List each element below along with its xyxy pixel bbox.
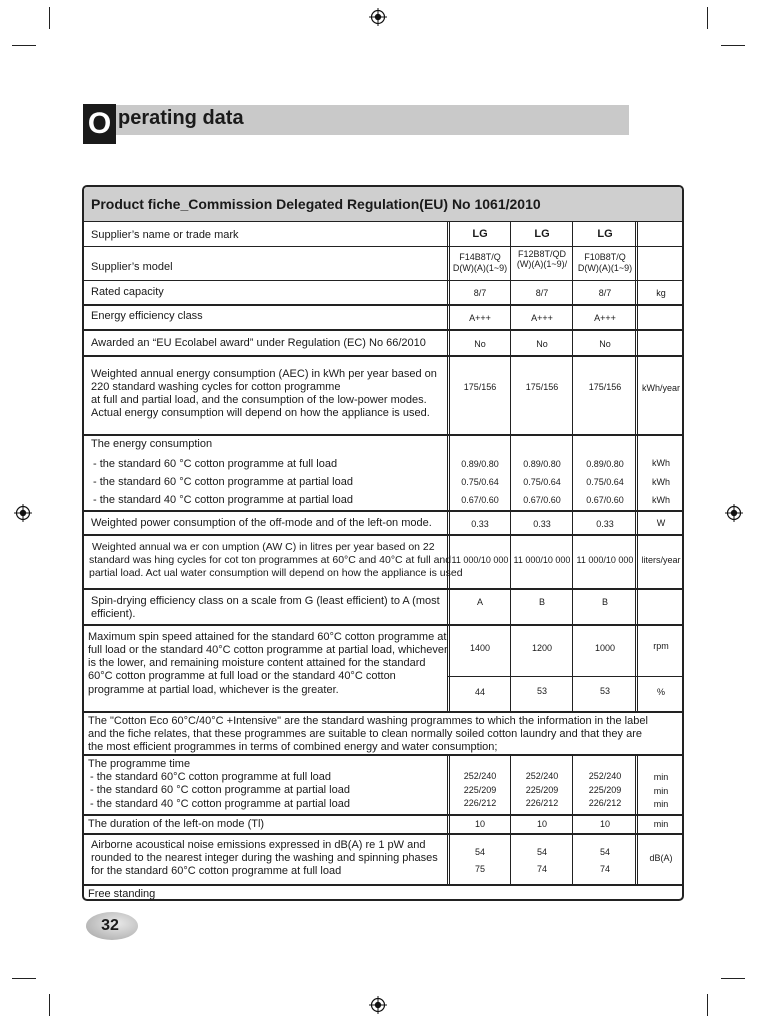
power-unit: W bbox=[656, 518, 666, 528]
energy-value: 0.89/0.80 bbox=[586, 459, 624, 469]
row-label-spin-speed: Maximum spin speed attained for the standard 60°C cotton programme at bbox=[88, 631, 447, 643]
supplier-name-value: LG bbox=[472, 228, 488, 240]
registration-mark-icon bbox=[369, 8, 387, 26]
row-label-aec: Actual energy consumption will depend on how the appliance is used. bbox=[91, 407, 430, 419]
crop-mark bbox=[12, 45, 36, 46]
crop-mark bbox=[49, 7, 50, 29]
moisture-value: 53 bbox=[536, 686, 547, 696]
cotton-eco-note: and the fiche relates, that these programmes are suitable to clean normally soiled cotton laundry and that they are bbox=[88, 728, 642, 740]
capacity-value: 8/7 bbox=[535, 288, 549, 298]
row-label-left-on: The duration of the left-on mode (Tl) bbox=[88, 818, 265, 830]
row-label-energy-60-partial: - the standard 60 °C cotton programme at partial load bbox=[93, 476, 353, 488]
row-label-energy-consumption: The energy consumption bbox=[91, 438, 213, 450]
row-label-aec: Weighted annual energy consumption (AEC) in kWh per year based on bbox=[91, 368, 437, 380]
row-divider bbox=[84, 280, 682, 281]
row-label-programme-time: - the standard 40 °C cotton programme at partial load bbox=[90, 798, 350, 810]
programme-time-value: 225/209 bbox=[463, 785, 497, 795]
energy-value: 0.67/0.60 bbox=[523, 495, 561, 505]
row-divider bbox=[84, 246, 682, 247]
row-label-ecolabel: Awarded an “EU Ecolabel award” under Regulation (EC) No 66/2010 bbox=[91, 337, 426, 349]
row-label-water: Weighted annual wa er con umption (AW C) in litres per year based on 22 bbox=[92, 541, 435, 553]
row-divider bbox=[84, 534, 682, 536]
row-divider bbox=[84, 814, 682, 816]
programme-time-value: 252/240 bbox=[463, 771, 497, 781]
model-value: F14B8T/Q bbox=[459, 252, 501, 262]
row-label-energy-40-partial: - the standard 40 °C cotton programme at partial load bbox=[93, 494, 353, 506]
row-label-supplier-name: Supplier’s name or trade mark bbox=[91, 229, 239, 241]
row-label-programme-time: The programme time bbox=[88, 758, 191, 770]
row-label-programme-time: - the standard 60 °C cotton programme at partial load bbox=[90, 784, 350, 796]
row-label-power: Weighted power consumption of the off-mode and of the left-on mode. bbox=[91, 517, 432, 529]
energy-value: 0.75/0.64 bbox=[523, 477, 561, 487]
supplier-name-value: LG bbox=[534, 228, 550, 240]
model-value: D(W)(A)(1~9) bbox=[452, 263, 508, 273]
column-divider bbox=[510, 754, 511, 885]
row-label-energy-60-full: - the standard 60 °C cotton programme at full load bbox=[93, 458, 338, 470]
row-divider bbox=[84, 329, 682, 331]
ecolabel-value: No bbox=[474, 339, 486, 349]
spin-speed-value: 1200 bbox=[531, 643, 553, 653]
programme-time-value: 226/212 bbox=[525, 798, 559, 808]
column-divider bbox=[572, 222, 573, 712]
noise-wash-value: 54 bbox=[536, 847, 547, 857]
aec-value: 175/156 bbox=[588, 382, 622, 392]
water-value: 11 000/10 000 bbox=[513, 555, 571, 565]
row-label-noise: Airborne acoustical noise emissions expressed in dB(A) re 1 pW and bbox=[91, 839, 426, 851]
row-divider bbox=[84, 624, 682, 626]
registration-mark-icon bbox=[14, 504, 32, 522]
page-number: 32 bbox=[101, 917, 119, 934]
cotton-eco-note: The "Cotton Eco 60°C/40°C +Intensive" are the standard washing programmes to which the information in the label bbox=[88, 715, 648, 727]
row-label-free-standing: Free standing bbox=[88, 888, 156, 900]
row-label-programme-time: - the standard 60°C cotton programme at full load bbox=[90, 771, 332, 783]
crop-mark bbox=[12, 978, 36, 979]
moisture-unit: % bbox=[656, 687, 665, 697]
moisture-value: 53 bbox=[599, 686, 610, 696]
row-divider bbox=[84, 884, 682, 886]
energy-unit: kWh bbox=[652, 495, 670, 505]
row-divider bbox=[84, 754, 682, 756]
row-divider bbox=[84, 833, 682, 835]
noise-wash-value: 54 bbox=[474, 847, 485, 857]
supplier-name-value: LG bbox=[597, 228, 613, 240]
row-label-spin-speed: is the lower, and remaining moisture content attained for the standard bbox=[88, 657, 426, 669]
row-divider bbox=[84, 588, 682, 590]
water-value: 11 000/10 000 bbox=[451, 555, 509, 565]
row-label-spin-speed: 60°C cotton programme at full load or the standard 40°C cotton bbox=[88, 670, 396, 682]
programme-time-value: 252/240 bbox=[588, 771, 622, 781]
aec-value: 175/156 bbox=[525, 382, 559, 392]
model-value: F12B8T/QD bbox=[517, 249, 566, 259]
row-label-spin-class: efficient). bbox=[91, 608, 136, 620]
page-title: perating data bbox=[118, 107, 244, 129]
energy-class-value: A+++ bbox=[469, 313, 491, 323]
row-label-noise: rounded to the nearest integer during the washing and spinning phases bbox=[91, 852, 438, 864]
row-divider bbox=[84, 434, 682, 436]
aec-unit: kWh/year bbox=[641, 383, 680, 393]
cotton-eco-note: the most efficient programmes in terms of combined energy and water consumption; bbox=[88, 741, 498, 753]
aec-value: 175/156 bbox=[463, 382, 497, 392]
registration-mark-icon bbox=[369, 996, 387, 1014]
row-label-water: partial load. Act ual water consumption will depend on how the appliance is used bbox=[89, 567, 463, 579]
programme-time-value: 252/240 bbox=[525, 771, 559, 781]
crop-mark bbox=[49, 994, 50, 1016]
spin-class-value: A bbox=[476, 597, 483, 607]
column-divider bbox=[510, 222, 511, 712]
energy-value: 0.67/0.60 bbox=[461, 495, 499, 505]
energy-value: 0.89/0.80 bbox=[523, 459, 561, 469]
energy-value: 0.89/0.80 bbox=[461, 459, 499, 469]
spin-speed-value: 1000 bbox=[594, 643, 616, 653]
row-divider bbox=[84, 304, 682, 306]
model-value: D(W)(A)(1~9) bbox=[577, 263, 633, 273]
left-on-value: 10 bbox=[599, 819, 610, 829]
capacity-value: 8/7 bbox=[598, 288, 612, 298]
row-label-aec: 220 standard washing cycles for cotton programme bbox=[91, 381, 341, 393]
left-on-value: 10 bbox=[536, 819, 547, 829]
noise-unit: dB(A) bbox=[649, 853, 673, 863]
programme-time-unit: min bbox=[653, 799, 669, 809]
noise-spin-value: 74 bbox=[536, 864, 547, 874]
left-on-unit: min bbox=[653, 819, 669, 829]
row-divider bbox=[84, 355, 682, 357]
ecolabel-value: No bbox=[599, 339, 611, 349]
ecolabel-value: No bbox=[536, 339, 548, 349]
water-value: 11 000/10 000 bbox=[576, 555, 634, 565]
row-label-aec: at full and partial load, and the consumption of the low-power modes. bbox=[91, 394, 427, 406]
energy-value: 0.67/0.60 bbox=[586, 495, 624, 505]
programme-time-value: 225/209 bbox=[525, 785, 559, 795]
noise-spin-value: 74 bbox=[599, 864, 610, 874]
row-label-noise: for the standard 60°C cotton programme at full load bbox=[91, 865, 342, 877]
spin-class-value: B bbox=[538, 597, 545, 607]
spin-speed-value: 1400 bbox=[469, 643, 491, 653]
moisture-value: 44 bbox=[474, 687, 485, 697]
column-divider bbox=[572, 754, 573, 885]
programme-time-value: 225/209 bbox=[588, 785, 622, 795]
energy-unit: kWh bbox=[652, 458, 670, 468]
power-value: 0.33 bbox=[471, 519, 489, 529]
row-label-spin-speed: programme at partial load, whichever is the greater. bbox=[88, 684, 339, 696]
noise-spin-value: 75 bbox=[474, 864, 485, 874]
row-label-spin-speed: full load or the standard 40°C cotton programme at partial load, whichever bbox=[88, 644, 448, 656]
registration-mark-icon bbox=[725, 504, 743, 522]
noise-wash-value: 54 bbox=[599, 847, 610, 857]
section-title-initial: O bbox=[83, 104, 116, 144]
energy-class-value: A+++ bbox=[531, 313, 553, 323]
model-value: (W)(A)(1~9)/ bbox=[516, 259, 568, 269]
row-divider bbox=[84, 711, 682, 713]
programme-time-value: 226/212 bbox=[588, 798, 622, 808]
spin-class-value: B bbox=[601, 597, 608, 607]
crop-mark bbox=[707, 994, 708, 1016]
power-value: 0.33 bbox=[533, 519, 551, 529]
energy-value: 0.75/0.64 bbox=[586, 477, 624, 487]
left-on-value: 10 bbox=[474, 819, 485, 829]
row-label-rated-capacity: Rated capacity bbox=[91, 286, 164, 298]
model-value: F10B8T/Q bbox=[584, 252, 626, 262]
capacity-unit: kg bbox=[656, 288, 666, 298]
energy-class-value: A+++ bbox=[594, 313, 616, 323]
water-unit: liters/year bbox=[641, 555, 681, 565]
programme-time-unit: min bbox=[653, 772, 669, 782]
row-label-spin-class: Spin-drying efficiency class on a scale from G (least efficient) to A (most bbox=[91, 595, 440, 607]
crop-mark bbox=[721, 45, 745, 46]
row-label-water: standard was hing cycles for cot ton programmes at 60°C and 40°C at full and bbox=[89, 554, 452, 566]
programme-time-value: 226/212 bbox=[463, 798, 497, 808]
crop-mark bbox=[707, 7, 708, 29]
energy-value: 0.75/0.64 bbox=[461, 477, 499, 487]
spin-speed-unit: rpm bbox=[653, 641, 669, 651]
row-divider bbox=[447, 676, 682, 677]
crop-mark bbox=[721, 978, 745, 979]
energy-unit: kWh bbox=[652, 477, 670, 487]
capacity-value: 8/7 bbox=[473, 288, 487, 298]
row-label-energy-class: Energy efficiency class bbox=[91, 310, 203, 322]
row-label-model: Supplier’s model bbox=[91, 261, 173, 273]
programme-time-unit: min bbox=[653, 786, 669, 796]
row-divider bbox=[84, 510, 682, 512]
fiche-title: Product fiche_Commission Delegated Regulation(EU) No 1061/2010 bbox=[91, 196, 541, 212]
power-value: 0.33 bbox=[596, 519, 614, 529]
